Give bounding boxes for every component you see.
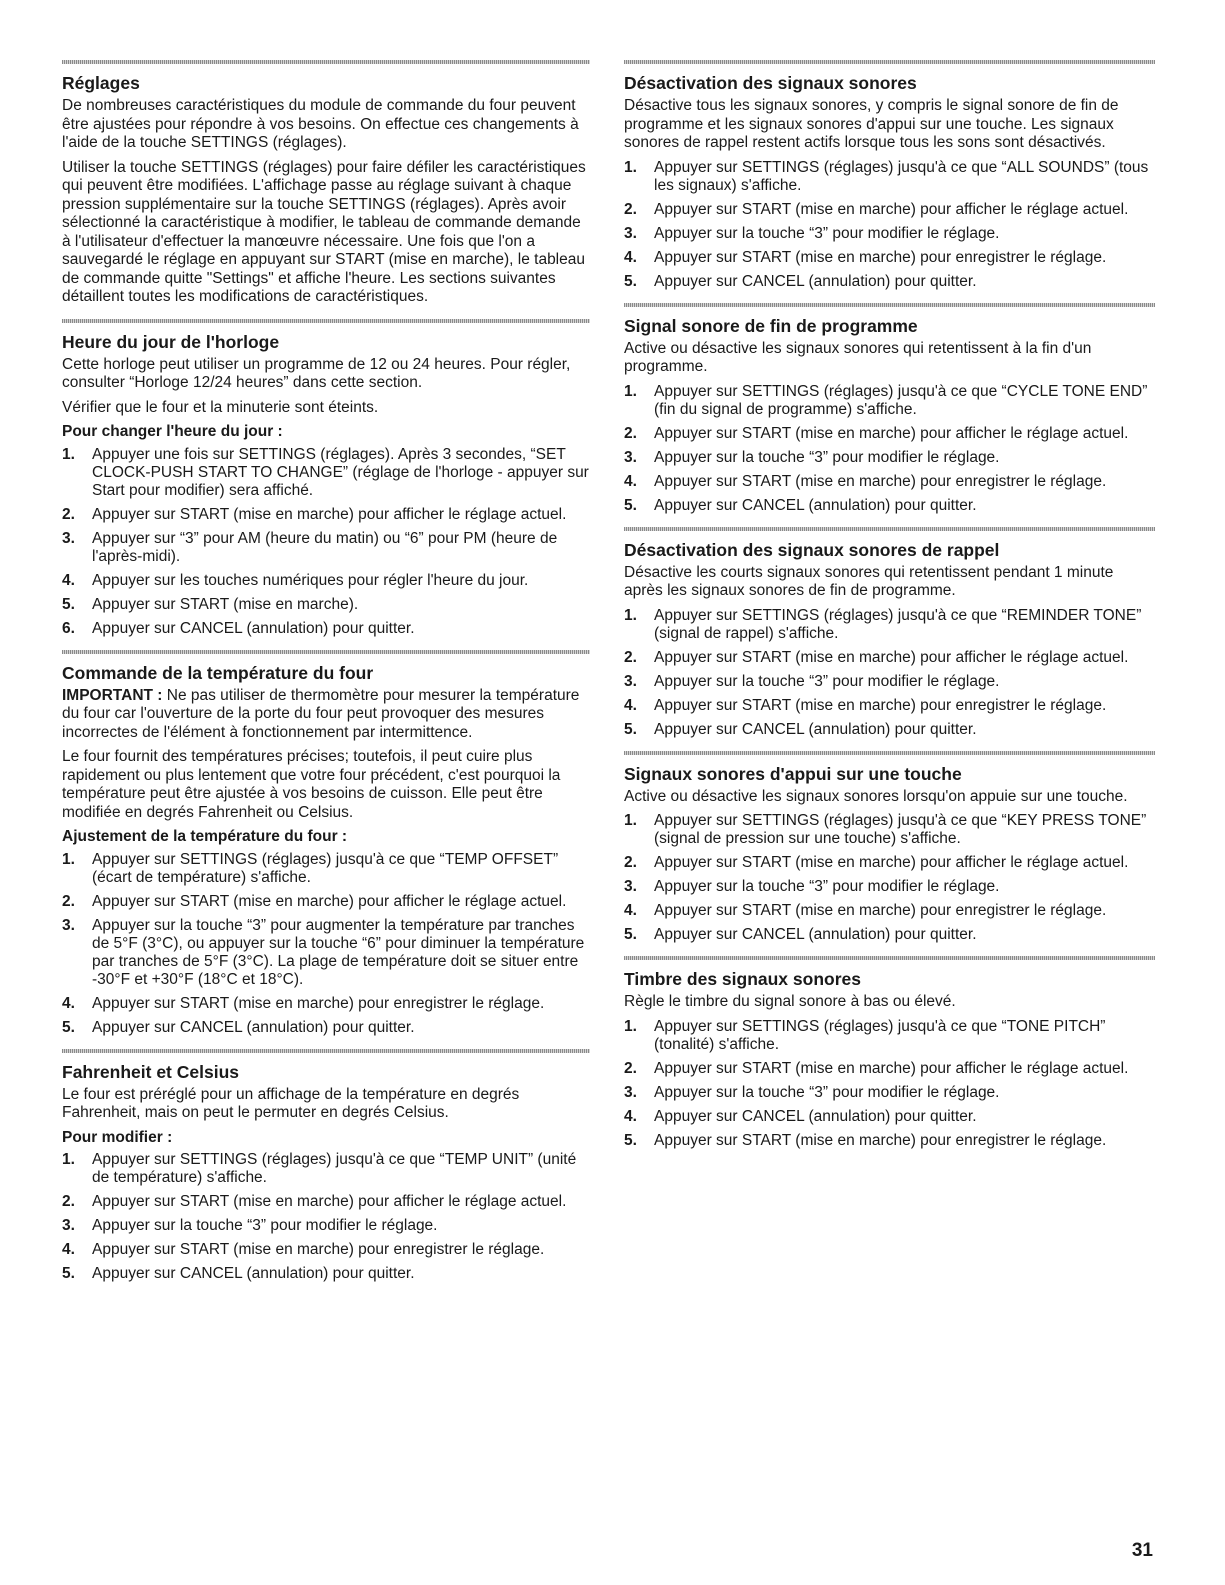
step-number: 1.	[62, 850, 75, 868]
step-item	[624, 878, 1155, 896]
paragraph: Le four fournit des températures précises; toutefois, il peut cuire plus rapidement ou plus lentement que votre four précédent, c'est pourquoi la température peut être ajustée à vos besoins de cuisson. Elle peut être modifiée en degrés Fahrenheit ou Celsius.	[62, 748, 561, 821]
paragraph: Active ou désactive les signaux sonores lorsqu'on appuie sur une touche.	[624, 787, 1128, 805]
step-item	[62, 995, 590, 1013]
paragraph: Désactive les courts signaux sonores qui retentissent pendant 1 minute après les signaux sonores de fin de programme.	[624, 563, 1114, 599]
left-column	[62, 60, 590, 1295]
step-item	[62, 1217, 590, 1235]
step-item	[62, 596, 590, 614]
step-number: 1.	[624, 1017, 637, 1035]
step-number: 2.	[624, 424, 637, 442]
section-title: Désactivation des signaux sonores	[624, 73, 917, 93]
step-number: 5.	[62, 1265, 75, 1282]
step-number: 3.	[624, 448, 637, 466]
step-number: 5.	[624, 1131, 637, 1149]
paragraph: Active ou désactive les signaux sonores qui retentissent à la fin d'un programme.	[624, 339, 1092, 375]
section-divider	[624, 303, 1155, 307]
paragraph: Vérifier que le four et la minuterie sont éteints.	[62, 398, 379, 416]
section-title: Fahrenheit et Celsius	[62, 1061, 239, 1082]
step-item	[624, 1108, 1155, 1126]
step-text: Appuyer sur START (mise en marche) pour afficher le réglage actuel.	[654, 424, 1129, 442]
step-text: Appuyer sur la touche “3” pour modifier le réglage.	[654, 448, 1000, 466]
section-divider	[624, 956, 1155, 960]
step-text: Appuyer sur CANCEL (annulation) pour quitter.	[654, 272, 977, 290]
step-number: 4.	[624, 472, 637, 490]
section-divider	[624, 60, 1155, 64]
step-item	[62, 1193, 590, 1211]
step-number: 2.	[624, 854, 637, 871]
step-item	[624, 201, 1155, 219]
step-text: Appuyer une fois sur SETTINGS (réglages). Après 3 secondes, “SET CLOCK-PUSH START TO CHANGE” (réglage de l'horloge - appuyer sur Start pour modifier) sera affiché.	[92, 445, 589, 499]
step-text: Appuyer sur la touche “3” pour augmenter la température par tranches de 5°F (3°C), ou appuyer sur la touche “6” pour diminuer la température par tranches de 5°F (3°C). La plage de température doit se situer entre -30°F et +30°F (18°C et 18°C).	[92, 916, 585, 988]
step-text: Appuyer sur SETTINGS (réglages) jusqu'à ce que “REMINDER TONE” (signal de rappel) s'affiche.	[654, 606, 1142, 642]
step-text: Appuyer sur SETTINGS (réglages) jusqu'à ce que “TEMP UNIT” (unité de température) s'affiche.	[92, 1151, 577, 1186]
step-number: 5.	[624, 926, 637, 943]
subsection-title: Pour changer l'heure du jour :	[62, 423, 283, 440]
step-item	[624, 1084, 1155, 1102]
step-text: Appuyer sur START (mise en marche) pour afficher le réglage actuel.	[654, 648, 1129, 666]
step-text: Appuyer sur START (mise en marche) pour enregistrer le réglage.	[654, 248, 1107, 266]
step-item	[624, 1018, 1155, 1054]
step-text: Appuyer sur START (mise en marche) pour enregistrer le réglage.	[654, 696, 1107, 714]
section-fin-programme	[624, 303, 1155, 515]
step-number: 4.	[62, 1241, 75, 1258]
step-number: 2.	[624, 1059, 637, 1077]
section-reglages	[62, 60, 590, 307]
step-text: Appuyer sur CANCEL (annulation) pour quitter.	[92, 619, 415, 637]
step-item	[62, 1151, 590, 1187]
section-rappel	[624, 527, 1155, 739]
step-item	[624, 926, 1155, 944]
paragraph: Désactive tous les signaux sonores, y compris le signal sonore de fin de programme et les signaux sonores d'appui sur une touche. Les signaux sonores de rappel restent actifs lorsque tous les sons sont désactivés.	[624, 97, 1119, 151]
page-number: 31	[1131, 1540, 1153, 1561]
step-text: Appuyer sur la touche “3” pour modifier le réglage.	[654, 672, 1000, 690]
section-title: Réglages	[62, 73, 140, 93]
step-number: 3.	[624, 1083, 637, 1101]
step-text: Appuyer sur START (mise en marche) pour enregistrer le réglage.	[654, 472, 1107, 490]
step-number: 5.	[62, 1018, 75, 1036]
section-appui	[624, 751, 1155, 945]
step-number: 4.	[624, 696, 637, 714]
step-number: 2.	[624, 648, 637, 666]
step-number: 5.	[624, 272, 637, 290]
section-divider	[62, 650, 590, 654]
step-item	[624, 425, 1155, 443]
step-text: Appuyer sur CANCEL (annulation) pour quitter.	[654, 496, 977, 514]
important-label: IMPORTANT :	[62, 686, 163, 704]
step-text: Appuyer sur START (mise en marche).	[92, 595, 359, 613]
section-timbre	[624, 956, 1155, 1150]
section-desactivation	[624, 60, 1155, 291]
step-text: Appuyer sur START (mise en marche) pour enregistrer le réglage.	[654, 902, 1107, 919]
steps-list	[624, 383, 1155, 515]
paragraph: Utiliser la touche SETTINGS (réglages) pour faire défiler les caractéristiques qui peuvent être modifiées. L'affichage passe au réglage suivant à chaque pression supplémentaire sur la touche SETTINGS (réglages). Après avoir sélectionné la caractéristique à modifier, le tableau de commande demande à l'utilisateur d'effectuer la manœuvre nécessaire. Une fois que l'on a sauvegardé le réglage en appuyant sur START (mise en marche), le tableau de commande quitte "Settings" et affiche l'heure. Les sections suivantes détaillent toutes les modifications de caractéristiques.	[62, 158, 586, 305]
step-text: Appuyer sur START (mise en marche) pour enregistrer le réglage.	[654, 1131, 1107, 1149]
section-divider	[624, 527, 1155, 531]
step-item	[624, 273, 1155, 291]
important-paragraph	[62, 687, 590, 743]
section-temperature	[62, 650, 590, 1037]
section-divider	[62, 1049, 590, 1053]
step-item	[624, 607, 1155, 643]
step-number: 4.	[624, 902, 637, 919]
step-item	[62, 1019, 590, 1037]
step-text: Appuyer sur la touche “3” pour modifier le réglage.	[654, 1083, 1000, 1101]
step-number: 3.	[62, 529, 75, 547]
step-item	[624, 473, 1155, 491]
step-item	[62, 506, 590, 524]
step-number: 3.	[62, 1217, 75, 1234]
step-item	[62, 917, 590, 989]
steps-list	[624, 607, 1155, 739]
step-item	[62, 572, 590, 590]
step-item	[624, 721, 1155, 739]
step-item	[624, 812, 1155, 848]
section-divider	[62, 60, 590, 64]
step-text: Appuyer sur START (mise en marche) pour afficher le réglage actuel.	[92, 1193, 567, 1210]
step-number: 1.	[62, 445, 75, 463]
step-item	[62, 1241, 590, 1259]
step-item	[624, 159, 1155, 195]
step-item	[624, 673, 1155, 691]
step-text: Appuyer sur SETTINGS (réglages) jusqu'à ce que “ALL SOUNDS” (tous les signaux) s'affiche.	[654, 158, 1149, 194]
step-item	[62, 446, 590, 500]
step-number: 1.	[624, 606, 637, 624]
step-text: Appuyer sur START (mise en marche) pour afficher le réglage actuel.	[92, 505, 567, 523]
step-number: 4.	[624, 1107, 637, 1125]
step-text: Appuyer sur CANCEL (annulation) pour quitter.	[654, 1107, 977, 1125]
step-number: 5.	[62, 595, 75, 613]
step-number: 1.	[624, 382, 637, 400]
step-item	[624, 854, 1155, 872]
step-number: 5.	[624, 496, 637, 514]
step-number: 1.	[624, 812, 637, 829]
step-item	[624, 1132, 1155, 1150]
step-number: 3.	[62, 916, 75, 934]
step-text: Appuyer sur la touche “3” pour modifier le réglage.	[654, 878, 1000, 895]
step-text: Appuyer sur SETTINGS (réglages) jusqu'à ce que “TEMP OFFSET” (écart de température) s'affiche.	[92, 850, 559, 886]
step-number: 2.	[62, 505, 75, 523]
step-item	[624, 449, 1155, 467]
step-text: Appuyer sur START (mise en marche) pour afficher le réglage actuel.	[654, 854, 1129, 871]
paragraph: Règle le timbre du signal sonore à bas ou élevé.	[624, 993, 956, 1010]
step-text: Appuyer sur CANCEL (annulation) pour quitter.	[92, 1018, 415, 1036]
step-item	[624, 1060, 1155, 1078]
step-number: 2.	[62, 1193, 75, 1210]
step-text: Appuyer sur SETTINGS (réglages) jusqu'à ce que “CYCLE TONE END” (fin du signal de programme) s'affiche.	[654, 382, 1148, 418]
step-text: Appuyer sur START (mise en marche) pour afficher le réglage actuel.	[92, 892, 567, 910]
steps-list	[624, 812, 1155, 944]
step-number: 1.	[624, 158, 637, 176]
step-item	[62, 851, 590, 887]
step-number: 4.	[62, 994, 75, 1012]
step-number: 1.	[62, 1151, 75, 1168]
paragraph: Cette horloge peut utiliser un programme de 12 ou 24 heures. Pour régler, consulter “Horloge 12/24 heures” dans cette section.	[62, 355, 571, 391]
steps-list	[624, 1018, 1155, 1150]
step-item	[62, 620, 590, 638]
important-text: Ne pas utiliser de thermomètre pour mesurer la température du four car l'ouverture de la porte du four peut provoquer des mesures incorrectes de l'élément à fonctionnement par intermittence.	[62, 686, 580, 741]
step-text: Appuyer sur SETTINGS (réglages) jusqu'à ce que “KEY PRESS TONE” (signal de pression sur une touche) s'affiche.	[654, 812, 1147, 847]
step-text: Appuyer sur START (mise en marche) pour afficher le réglage actuel.	[654, 200, 1129, 218]
steps-list	[62, 851, 590, 1037]
step-number: 4.	[62, 571, 75, 589]
section-divider	[624, 751, 1155, 755]
step-text: Appuyer sur la touche “3” pour modifier le réglage.	[92, 1217, 438, 1234]
step-text: Appuyer sur START (mise en marche) pour enregistrer le réglage.	[92, 1241, 545, 1258]
section-title: Signal sonore de fin de programme	[624, 315, 918, 336]
step-item	[624, 497, 1155, 515]
step-number: 3.	[624, 672, 637, 690]
step-text: Appuyer sur CANCEL (annulation) pour quitter.	[654, 720, 977, 738]
subsection-title: Pour modifier :	[62, 1128, 173, 1146]
step-item	[62, 893, 590, 911]
step-item	[624, 383, 1155, 419]
step-item	[624, 249, 1155, 267]
section-title: Commande de la température du four	[62, 662, 374, 683]
section-fahrenheit	[62, 1049, 590, 1284]
subsection-title: Ajustement de la température du four :	[62, 828, 348, 845]
paragraph: Le four est préréglé pour un affichage de la température en degrés Fahrenheit, mais on peut le permuter en degrés Celsius.	[62, 1085, 520, 1121]
step-number: 3.	[624, 878, 637, 895]
step-number: 4.	[624, 248, 637, 266]
step-item	[624, 902, 1155, 920]
section-title: Signaux sonores d'appui sur une touche	[624, 763, 962, 784]
step-number: 2.	[624, 200, 637, 218]
step-text: Appuyer sur START (mise en marche) pour afficher le réglage actuel.	[654, 1059, 1129, 1077]
step-text: Appuyer sur la touche “3” pour modifier le réglage.	[654, 224, 1000, 242]
steps-list	[624, 159, 1155, 291]
right-column	[624, 60, 1155, 1162]
step-number: 3.	[624, 224, 637, 242]
steps-list	[62, 1151, 590, 1283]
step-item	[624, 225, 1155, 243]
step-item	[62, 1265, 590, 1283]
paragraph: De nombreuses caractéristiques du module de commande du four peuvent être ajustées pour répondre à vos besoins. On effectue ces changements à l'aide de la touche SETTINGS (réglages).	[62, 97, 579, 151]
section-title: Désactivation des signaux sonores de rappel	[624, 539, 1000, 560]
step-number: 6.	[62, 619, 75, 637]
step-text: Appuyer sur les touches numériques pour régler l'heure du jour.	[92, 571, 529, 589]
step-text: Appuyer sur CANCEL (annulation) pour quitter.	[92, 1265, 415, 1282]
step-text: Appuyer sur START (mise en marche) pour enregistrer le réglage.	[92, 994, 545, 1012]
step-number: 5.	[624, 720, 637, 738]
step-number: 2.	[62, 892, 75, 910]
step-text: Appuyer sur SETTINGS (réglages) jusqu'à ce que “TONE PITCH” (tonalité) s'affiche.	[654, 1017, 1106, 1053]
step-text: Appuyer sur CANCEL (annulation) pour quitter.	[654, 926, 977, 943]
step-item	[62, 530, 590, 566]
section-title: Timbre des signaux sonores	[624, 969, 861, 989]
section-horloge	[62, 319, 590, 638]
steps-list	[62, 446, 590, 638]
section-divider	[62, 319, 590, 323]
step-item	[624, 697, 1155, 715]
section-title: Heure du jour de l'horloge	[62, 331, 280, 352]
step-item	[624, 649, 1155, 667]
step-text: Appuyer sur “3” pour AM (heure du matin) ou “6” pour PM (heure de l'après-midi).	[92, 529, 558, 565]
